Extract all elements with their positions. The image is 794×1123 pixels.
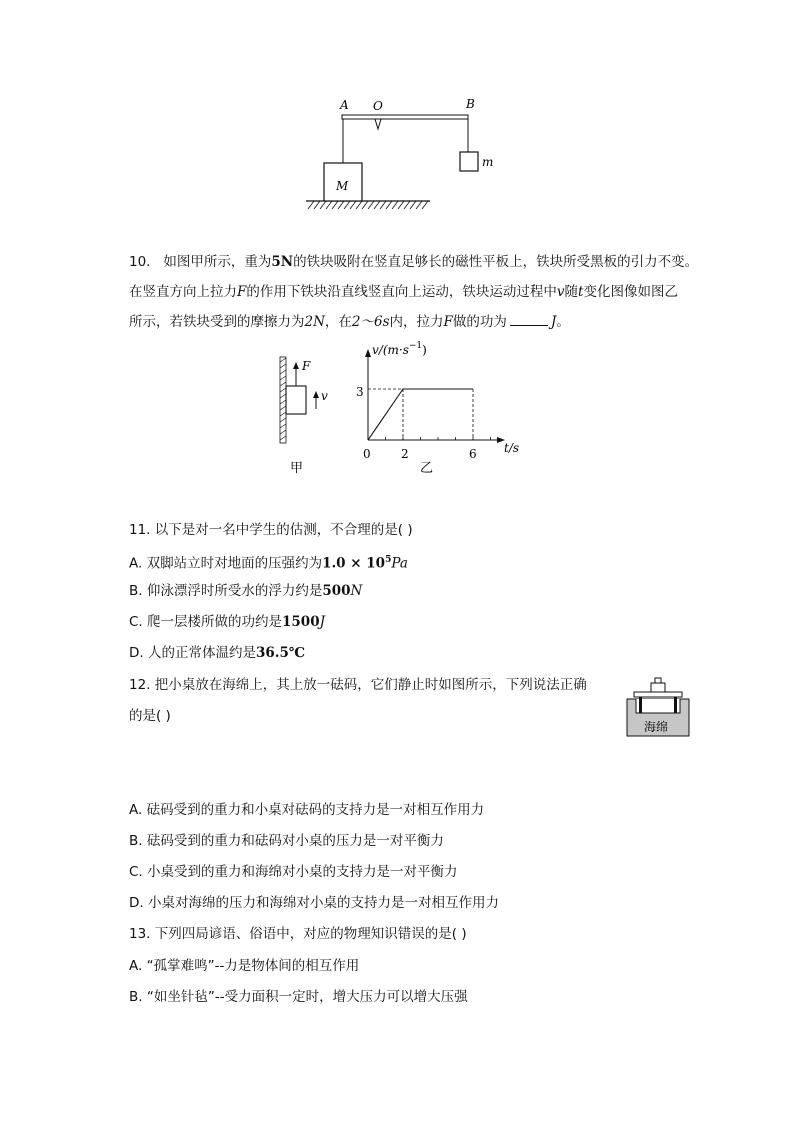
series-line: [368, 389, 473, 440]
q12-option-c[interactable]: C. 小桌受到的重力和海绵对小桌的支持力是一对平衡力: [129, 864, 458, 880]
label-a: A: [340, 98, 349, 112]
q11-stem: 11. 以下是对一名中学生的估测，不合理的是( ): [129, 522, 413, 538]
label-small-m: m: [482, 155, 494, 169]
sponge-label: 海绵: [644, 720, 669, 734]
q11-option-a[interactable]: A. 双脚站立时对地面的压强约为$1.0 \times 10^5Pa$: [129, 555, 408, 572]
label-f: F: [302, 359, 311, 373]
label-o: O: [373, 99, 383, 113]
y-axis-arrow: [365, 349, 371, 357]
q11-option-d[interactable]: D. 人的正常体温约是36.5℃: [129, 645, 306, 661]
q12-option-b[interactable]: B. 砝码受到的重力和砝码对小桌的压力是一对平衡力: [129, 833, 444, 849]
caption-yi: 乙: [420, 461, 434, 476]
q12-stem-line1: 12. 把小桌放在海绵上，其上放一砝码，它们静止时如图所示，下列说法正确: [129, 677, 587, 693]
vt-graph: [350, 338, 530, 480]
q12-stem-line2: 的是( ): [129, 708, 171, 724]
q13-option-a[interactable]: A. “孤掌难鸣”--力是物体间的相互作用: [129, 958, 360, 974]
q11-option-c[interactable]: C. 爬一层楼所做的功约是1500J: [129, 614, 326, 630]
q10-line2: 在竖直方向上拉力F的作用下铁块沿直线竖直向上运动，铁块运动过程中v随t变化图像如图乙: [129, 284, 678, 300]
q10-line1: 10. 如图甲所示，重为5N的铁块吸附在竖直足够长的磁性平板上，铁块所受黑板的引力不变。: [129, 254, 699, 270]
label-big-m: M: [336, 179, 349, 193]
q10-line3: 所示，若铁块受到的摩擦力为2N，在2～6s内，拉力F做的功为 J。: [129, 314, 570, 330]
label-b: B: [466, 97, 475, 111]
answer-blank[interactable]: [510, 313, 548, 326]
x-axis-label: t/s: [504, 441, 520, 455]
wall-block-figure: [270, 352, 340, 480]
lever-figure: [300, 92, 500, 214]
q13-option-b[interactable]: B. “如坐针毡”--受力面积一定时，增大压力可以增大压强: [129, 989, 468, 1005]
x-tick-2: 2: [401, 447, 409, 461]
q12-option-d[interactable]: D. 小桌对海绵的压力和海绵对小桌的支持力是一对相互作用力: [129, 895, 499, 911]
y-axis-label: $v/(m\cdot s^{-1})$: [372, 341, 427, 357]
sponge-table-figure: [624, 674, 694, 740]
q12-option-a[interactable]: A. 砝码受到的重力和小桌对砝码的支持力是一对相互作用力: [129, 802, 485, 818]
q13-stem: 13. 下列四局谚语、俗语中，对应的物理知识错误的是( ): [129, 926, 467, 942]
x-tick-0: 0: [363, 447, 371, 461]
q11-option-b[interactable]: B. 仰泳漂浮时所受水的浮力约是500N: [129, 583, 363, 599]
y-tick-3: 3: [356, 385, 364, 399]
x-tick-6: 6: [469, 447, 477, 461]
caption-jia: 甲: [290, 461, 304, 476]
label-v-arrow: v: [321, 389, 328, 403]
